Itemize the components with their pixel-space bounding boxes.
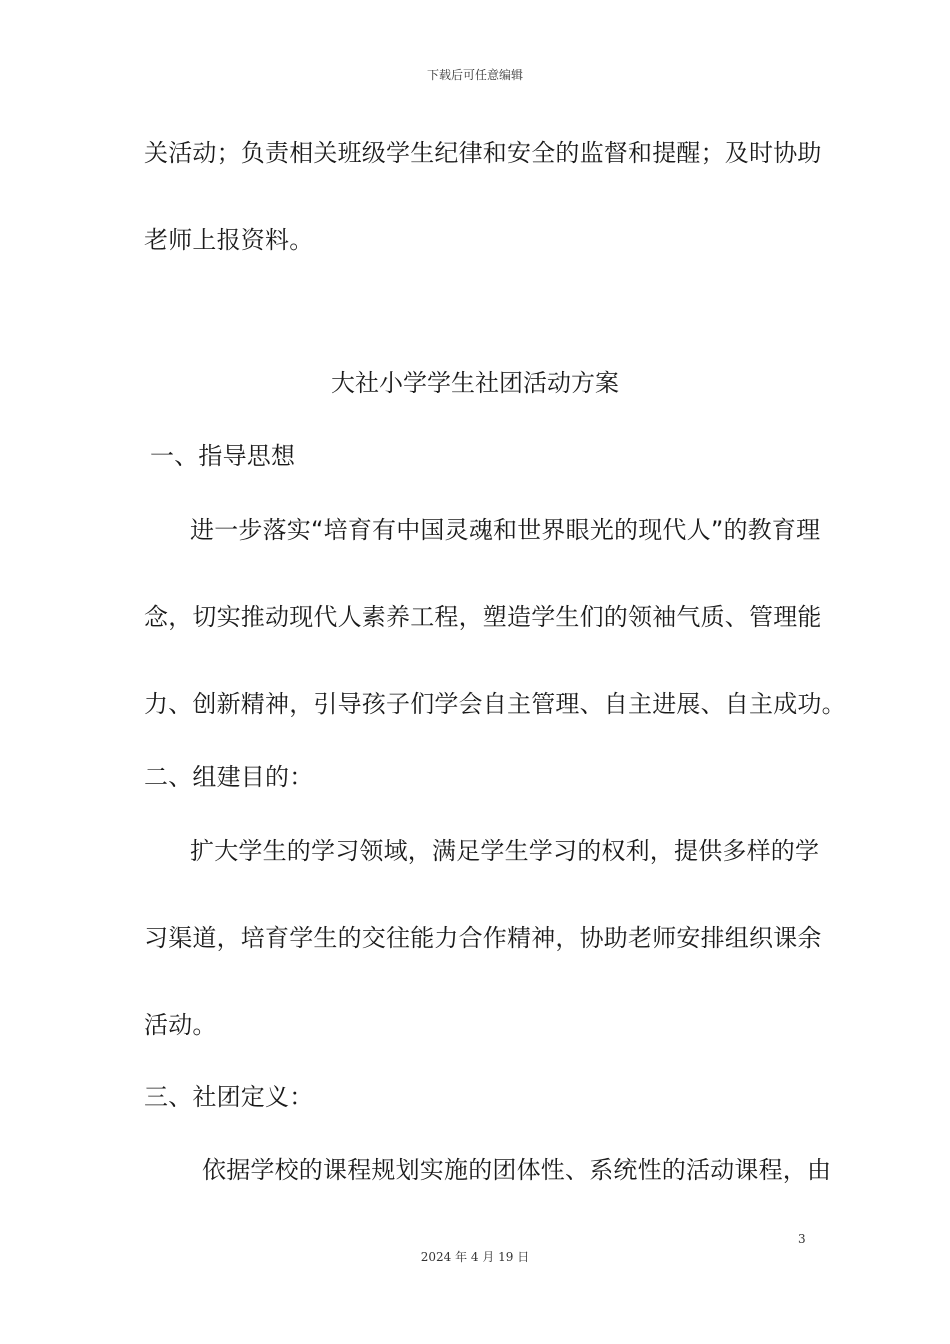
body-line-2: 老师上报资料。 [144,226,314,254]
section-3-paragraph-line-1: 依据学校的课程规划实施的团体性、系统性的活动课程，由 [202,1156,832,1184]
body-line-1: 关活动；负责相关班级学生纪律和安全的监督和提醒；及时协助 [144,139,822,167]
section-2-paragraph-line-3: 活动。 [144,1011,217,1039]
section-heading-3: 三、社团定义： [144,1083,314,1111]
page-header-note: 下载后可任意编辑 [426,68,523,82]
footer-date: 2024 年 4 月 19 日 [420,1250,530,1264]
page-number: 3 [798,1232,806,1246]
section-1-paragraph-line-2: 念，切实推动现代人素养工程，塑造学生们的领袖气质、管理能 [144,603,822,631]
section-1-paragraph-line-3: 力、创新精神，引导孩子们学会自主管理、自主进展、自主成功。 [144,690,846,718]
section-2-paragraph-line-1: 扩大学生的学习领域，满足学生学习的权利，提供多样的学 [190,837,820,865]
section-1-paragraph-line-1: 进一步落实“培育有中国灵魂和世界眼光的现代人”的教育理 [190,516,821,544]
section-heading-1: 一、指导思想 [150,442,296,470]
section-2-paragraph-line-2: 习渠道，培育学生的交往能力合作精神，协助老师安排组织课余 [144,924,822,952]
document-title: 大社小学学生社团活动方案 [331,369,619,397]
section-heading-2: 二、组建目的： [144,763,314,791]
